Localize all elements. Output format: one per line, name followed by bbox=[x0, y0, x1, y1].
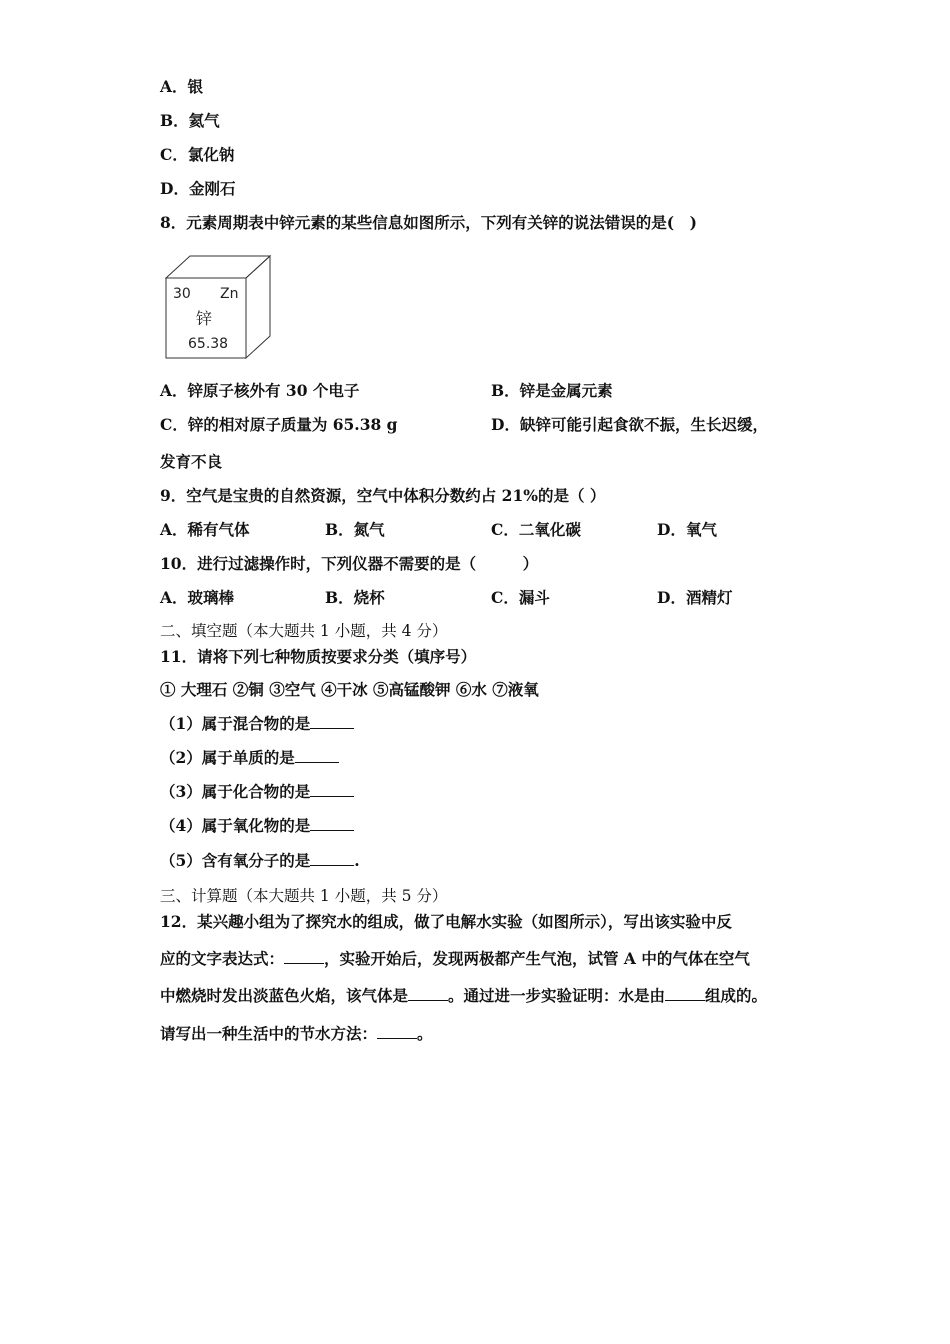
card-side-face bbox=[246, 256, 270, 358]
q10-option-b: B．烧杯 bbox=[325, 588, 385, 607]
answer-blank[interactable] bbox=[310, 782, 354, 797]
q8-option-a: A．锌原子核外有 30 个电子 bbox=[160, 381, 360, 400]
q11-sub-4: （4）属于氧化物的是 bbox=[160, 816, 354, 836]
answer-blank[interactable] bbox=[310, 714, 354, 729]
q7-option-b: B．氦气 bbox=[160, 111, 220, 130]
q11-sub-1: （1）属于混合物的是 bbox=[160, 714, 354, 734]
q9-option-a: A．稀有气体 bbox=[160, 520, 250, 539]
answer-blank[interactable] bbox=[284, 949, 324, 964]
q8-stem: 8．元素周期表中锌元素的某些信息如图所示，下列有关锌的说法错误的是( ) bbox=[160, 213, 697, 232]
q9-stem: 9．空气是宝贵的自然资源，空气中体积分数约占 21%的是（ ） bbox=[160, 486, 606, 505]
q7-option-a: A．银 bbox=[160, 77, 204, 96]
answer-blank[interactable] bbox=[377, 1024, 417, 1039]
zinc-element-card-drawing bbox=[160, 250, 276, 362]
q9-option-b: B．氮气 bbox=[325, 520, 385, 539]
zinc-atomic-mass: 65.38 bbox=[188, 336, 229, 352]
q10-option-a: A．玻璃棒 bbox=[160, 588, 235, 607]
q8-option-d: D．缺锌可能引起食欲不振，生长迟缓， bbox=[491, 415, 768, 434]
answer-blank[interactable] bbox=[310, 816, 354, 831]
answer-blank[interactable] bbox=[408, 986, 448, 1001]
zinc-name: 锌 bbox=[196, 309, 213, 328]
q12-line-3: 中燃烧时发出淡蓝色火焰，该气体是 。通过进一步实验证明：水是由 组成的。 bbox=[160, 986, 768, 1005]
zinc-atomic-number: 30 bbox=[173, 286, 191, 302]
q7-option-c: C．氯化钠 bbox=[160, 145, 235, 164]
q9-option-d: D．氧气 bbox=[657, 520, 717, 539]
q8-option-c: C．锌的相对原子质量为 65.38 g bbox=[160, 415, 398, 434]
q11-sub-5: （5）含有氧分子的是 . bbox=[160, 851, 360, 870]
answer-blank[interactable] bbox=[310, 851, 354, 866]
q10-option-d: D．酒精灯 bbox=[657, 588, 733, 607]
q10-stem: 10．进行过滤操作时，下列仪器不需要的是（ ） bbox=[160, 554, 539, 573]
zinc-element-card bbox=[160, 250, 276, 362]
q12-line-2: 应的文字表达式： ，实验开始后，发现两极都产生气泡，试管 A 中的气体在空气 bbox=[160, 949, 750, 968]
q11-items: ① 大理石 ②铜 ③空气 ④干冰 ⑤高锰酸钾 ⑥水 ⑦液氧 bbox=[160, 680, 539, 699]
q11-stem: 11．请将下列七种物质按要求分类（填序号） bbox=[160, 647, 477, 666]
answer-blank[interactable] bbox=[295, 748, 339, 763]
q11-sub-3: （3）属于化合物的是 bbox=[160, 782, 354, 802]
q9-option-c: C．二氧化碳 bbox=[491, 520, 581, 539]
q8-option-b: B．锌是金属元素 bbox=[491, 381, 613, 400]
q10-option-c: C．漏斗 bbox=[491, 588, 550, 607]
q8-option-d-continued: 发育不良 bbox=[160, 452, 223, 471]
card-top-face bbox=[166, 256, 270, 278]
q12-line-1: 12．某兴趣小组为了探究水的组成，做了电解水实验（如图所示），写出该实验中反 bbox=[160, 912, 732, 931]
q11-sub-2: （2）属于单质的是 bbox=[160, 748, 339, 768]
zinc-symbol: Zn bbox=[220, 286, 239, 302]
answer-blank[interactable] bbox=[665, 986, 705, 1001]
section3-heading: 三、计算题（本大题共 1 小题，共 5 分） bbox=[160, 887, 448, 905]
q7-option-d: D．金刚石 bbox=[160, 179, 236, 198]
q12-line-4: 请写出一种生活中的节水方法： 。 bbox=[160, 1024, 433, 1043]
section2-heading: 二、填空题（本大题共 1 小题，共 4 分） bbox=[160, 622, 448, 640]
